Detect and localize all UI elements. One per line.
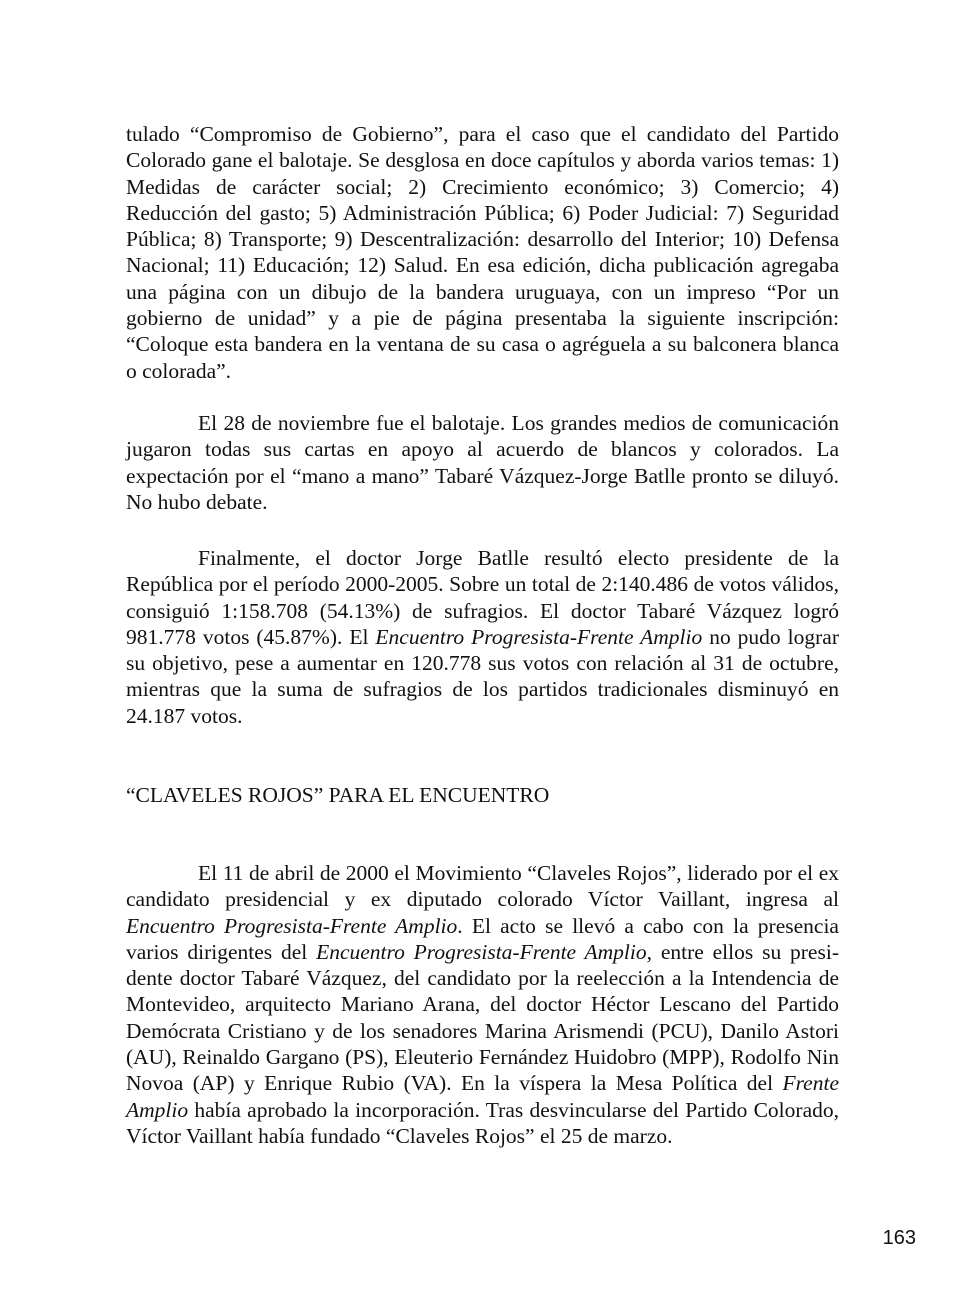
italic-party-name: Encuentro Progresista-Frente Amplio,: [316, 939, 653, 964]
text-run: . El acto se llevó a cabo con la presencia varios dirigentes del: [126, 913, 839, 964]
text-run: entre ellos su presidente doctor Tabaré Vázquez, del candidato por la reelección a la Intendencia de Montevideo, arquitecto Mariano Arana, del doctor Héctor Lescano del Partido Demócrata Cristiano y de los senadores Marina Arismendi (PCU), Danilo Astori (AU), Reinaldo Gargano (PS), Eleuterio Fernández Huidobro (MPP), Rodolfo Nin Novoa (AP) y Enrique Rubio (VA). En la víspera la Mesa Política del: [126, 939, 839, 1096]
italic-party-name: Encuentro Progresista-Frente Amplio: [126, 913, 458, 938]
text-run: Finalmente, el doctor Jorge Batlle resultó electo presidente de la República por el período 2000-2005. Sobre un total de 2:140.486 de votos válidos, consiguió 1:158.708 (54.13%) de sufragios. El doctor Tabaré Vázquez logró 981.778 votos (45.87%). El: [126, 546, 839, 649]
paragraph-text: tulado “Compromiso de Gobierno”, para el caso que el candidato del Partido Colorado gane el balotaje. Se desglosa en doce capítulos y aborda varios temas: 1) Medidas de carácter social; 2) Crecimiento económico; 3) Comercio; 4) Reducción del gasto; 5) Administración Pública; 6) Poder Judicial: 7) Seguridad Pública; 8) Transporte; 9) Descentralización: desarrollo del Interior; 10) Defensa Nacional; 11) Educación; 12) Salud. En esa edición, dicha publicación agregaba una página con un dibujo de la bandera uruguaya, con un impreso “Por un gobierno de unidad” y a pie de página presentaba la siguiente inscripción: “Coloque esta bandera en la ventana de su casa o agréguela a su balconera blanca o colorada”.: [126, 122, 839, 383]
text-run: había aprobado la incorporación. Tras desvincularse del Partido Colorado, Víctor Vaillant había fundado “Claveles Rojos” el 25 de marzo.: [126, 1097, 839, 1148]
paragraph-text: El 28 de noviembre fue el balotaje. Los grandes medios de comunicación jugaron todas sus cartas en apoyo al acuerdo de blancos y colorados. La expectación por el “mano a mano” Tabaré Vázquez-Jorge Batlle pronto se diluyó. No hubo debate.: [126, 411, 839, 514]
text-run: no pudo lograr su objetivo, pese a aumentar en 120.778 sus votos con relación al 31 de octubre, mientras que la suma de sufragios de los partidos tradicionales disminuyó en 24.187 votos.: [126, 624, 839, 728]
section-heading: “CLAVELES ROJOS” PARA EL ENCUENTRO: [126, 783, 550, 807]
paragraph-compromiso-de-gobierno: [126, 121, 839, 384]
paragraph-election-results: [126, 545, 839, 729]
paragraph-balotaje: [126, 410, 839, 515]
italic-party-name: Frente Amplio: [126, 1071, 839, 1122]
italic-party-name: Encuentro Progresista-Frente Amplio: [375, 624, 703, 649]
paragraph-body: [126, 545, 839, 729]
paragraph-body: [126, 860, 839, 1149]
page-number: 163: [882, 1227, 916, 1249]
text-run: El 11 de abril de 2000 el Movimiento “Claveles Rojos”, liderado por el ex candidato presidencial y ex diputado colorado Víctor Vaillant, ingresa al: [126, 861, 839, 912]
paragraph-claveles-rojos: [126, 860, 839, 1149]
